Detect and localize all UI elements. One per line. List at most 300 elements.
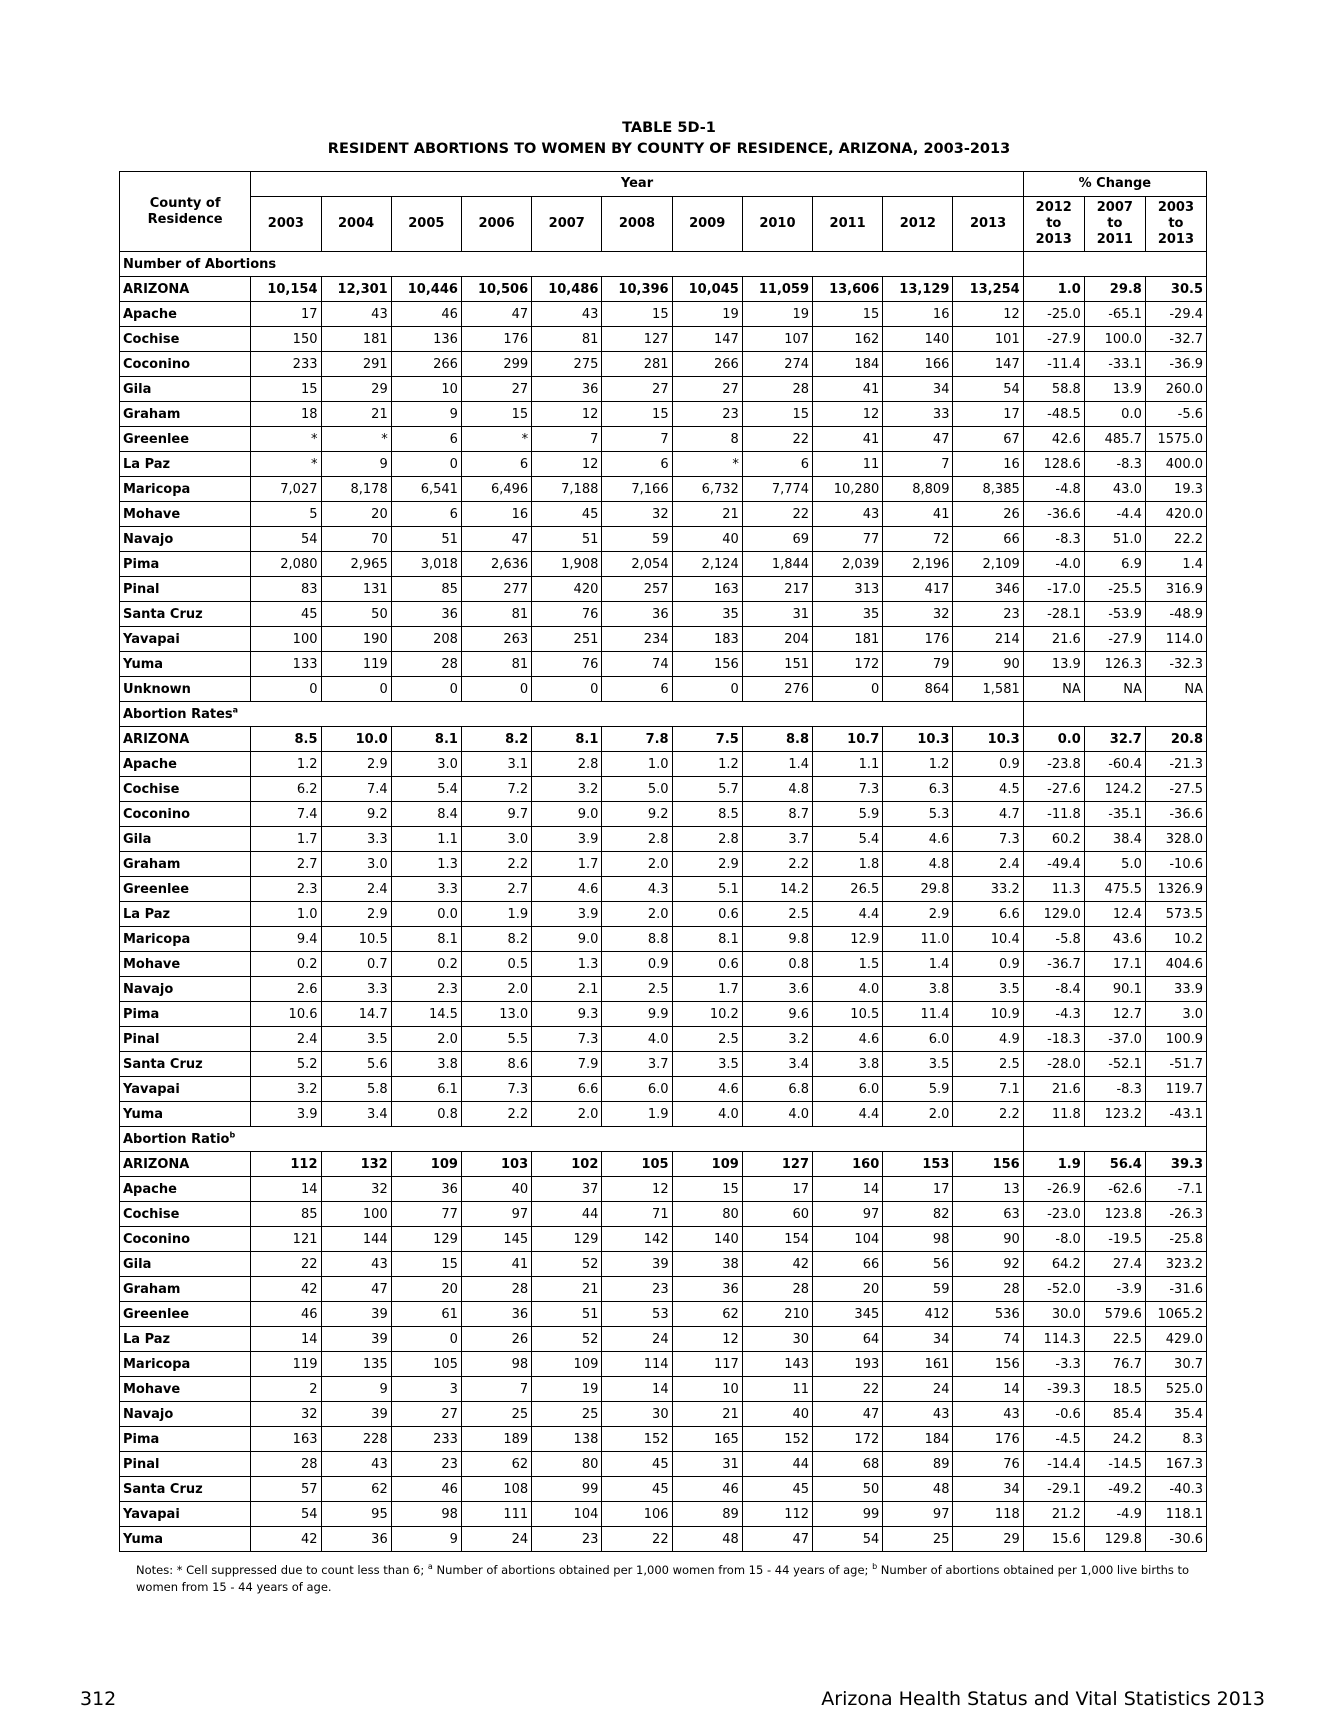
county-cell: Yavapai xyxy=(120,1077,251,1102)
value-cell: 70 xyxy=(321,527,391,552)
value-cell: 6 xyxy=(391,427,461,452)
value-cell: 30.7 xyxy=(1145,1352,1206,1377)
county-cell: Graham xyxy=(120,1277,251,1302)
value-cell: 22.2 xyxy=(1145,527,1206,552)
value-cell: 11.0 xyxy=(883,927,953,952)
value-cell: 2.6 xyxy=(251,977,321,1002)
value-cell: 80 xyxy=(672,1202,742,1227)
table-row xyxy=(120,902,1207,927)
value-cell: 2.8 xyxy=(532,752,602,777)
value-cell: 12 xyxy=(813,402,883,427)
value-cell: 251 xyxy=(532,627,602,652)
value-cell: 1,844 xyxy=(742,552,812,577)
value-cell: 181 xyxy=(813,627,883,652)
value-cell: -49.4 xyxy=(1023,852,1084,877)
value-cell: 97 xyxy=(883,1502,953,1527)
value-cell: 43 xyxy=(321,302,391,327)
value-cell: 10,446 xyxy=(391,277,461,302)
value-cell: 13.9 xyxy=(1084,377,1145,402)
table-row xyxy=(120,927,1207,952)
value-cell: 15 xyxy=(602,302,672,327)
value-cell: 54 xyxy=(953,377,1023,402)
value-cell: -14.4 xyxy=(1023,1452,1084,1477)
value-cell: 0 xyxy=(391,452,461,477)
value-cell: -48.9 xyxy=(1145,602,1206,627)
value-cell: 67 xyxy=(953,427,1023,452)
value-cell: 2.3 xyxy=(251,877,321,902)
value-cell: 27 xyxy=(672,377,742,402)
value-cell: 573.5 xyxy=(1145,902,1206,927)
table-row xyxy=(120,452,1207,477)
value-cell: 42 xyxy=(251,1527,321,1552)
value-cell: 80 xyxy=(532,1452,602,1477)
value-cell: 6 xyxy=(461,452,531,477)
value-cell: 193 xyxy=(813,1352,883,1377)
value-cell: -37.0 xyxy=(1084,1027,1145,1052)
value-cell: 2.2 xyxy=(461,852,531,877)
value-cell: 25 xyxy=(532,1402,602,1427)
table-row xyxy=(120,877,1207,902)
table-row xyxy=(120,1077,1207,1102)
change-period-header: 2003 to 2013 xyxy=(1145,197,1206,252)
value-cell: 127 xyxy=(742,1152,812,1177)
table-row xyxy=(120,327,1207,352)
value-cell: 38 xyxy=(672,1252,742,1277)
value-cell: 1326.9 xyxy=(1145,877,1206,902)
value-cell: 1.0 xyxy=(602,752,672,777)
value-cell: 118.1 xyxy=(1145,1502,1206,1527)
value-cell: 21 xyxy=(672,502,742,527)
value-cell: 39 xyxy=(321,1327,391,1352)
county-cell: La Paz xyxy=(120,452,251,477)
value-cell: 33.9 xyxy=(1145,977,1206,1002)
value-cell: 17 xyxy=(251,302,321,327)
value-cell: 6 xyxy=(602,677,672,702)
county-cell: Pima xyxy=(120,552,251,577)
value-cell: 14 xyxy=(813,1177,883,1202)
year-header: 2013 xyxy=(953,197,1023,252)
value-cell: 233 xyxy=(251,352,321,377)
county-cell: Pinal xyxy=(120,1452,251,1477)
value-cell: 9 xyxy=(321,452,391,477)
value-cell: 10.5 xyxy=(813,1002,883,1027)
value-cell: 7.3 xyxy=(532,1027,602,1052)
value-cell: 6,732 xyxy=(672,477,742,502)
table-row xyxy=(120,1402,1207,1427)
value-cell: 6.2 xyxy=(251,777,321,802)
value-cell: 0 xyxy=(461,677,531,702)
value-cell: 2.9 xyxy=(321,902,391,927)
table-row xyxy=(120,527,1207,552)
value-cell: 2 xyxy=(251,1377,321,1402)
value-cell: 62 xyxy=(321,1477,391,1502)
table-row xyxy=(120,1202,1207,1227)
value-cell: 124.2 xyxy=(1084,777,1145,802)
value-cell: 1.4 xyxy=(1145,552,1206,577)
value-cell: 5.4 xyxy=(813,827,883,852)
value-cell: 74 xyxy=(602,652,672,677)
change-group-header: % Change xyxy=(1023,172,1206,197)
value-cell: 119 xyxy=(321,652,391,677)
county-cell: Pima xyxy=(120,1427,251,1452)
year-header: 2012 xyxy=(883,197,953,252)
value-cell: 12,301 xyxy=(321,277,391,302)
value-cell: 3.4 xyxy=(321,1102,391,1127)
value-cell: 16 xyxy=(883,302,953,327)
value-cell: 60 xyxy=(742,1202,812,1227)
value-cell: 31 xyxy=(672,1452,742,1477)
value-cell: 2.2 xyxy=(742,852,812,877)
county-cell: Pinal xyxy=(120,1027,251,1052)
value-cell: 536 xyxy=(953,1302,1023,1327)
value-cell: 328.0 xyxy=(1145,827,1206,852)
value-cell: 10.0 xyxy=(321,727,391,752)
value-cell: 7.3 xyxy=(461,1077,531,1102)
value-cell: 183 xyxy=(672,627,742,652)
county-cell: Pima xyxy=(120,1002,251,1027)
value-cell: 579.6 xyxy=(1084,1302,1145,1327)
table-row xyxy=(120,1252,1207,1277)
value-cell: 38.4 xyxy=(1084,827,1145,852)
value-cell: 277 xyxy=(461,577,531,602)
value-cell: 32 xyxy=(883,602,953,627)
value-cell: 275 xyxy=(532,352,602,377)
value-cell: 19.3 xyxy=(1145,477,1206,502)
value-cell: 6.9 xyxy=(1084,552,1145,577)
value-cell: 35.4 xyxy=(1145,1402,1206,1427)
value-cell: 47 xyxy=(742,1527,812,1552)
value-cell: 4.6 xyxy=(672,1077,742,1102)
value-cell: 22 xyxy=(602,1527,672,1552)
value-cell: 39.3 xyxy=(1145,1152,1206,1177)
value-cell: 9.9 xyxy=(602,1002,672,1027)
value-cell: 1,908 xyxy=(532,552,602,577)
value-cell: 79 xyxy=(883,652,953,677)
county-cell: Santa Cruz xyxy=(120,1477,251,1502)
value-cell: 7 xyxy=(532,427,602,452)
value-cell: -62.6 xyxy=(1084,1177,1145,1202)
value-cell: 172 xyxy=(813,1427,883,1452)
value-cell: 8.5 xyxy=(251,727,321,752)
value-cell: 117 xyxy=(672,1352,742,1377)
value-cell: 77 xyxy=(391,1202,461,1227)
value-cell: 412 xyxy=(883,1302,953,1327)
value-cell: 15.6 xyxy=(1023,1527,1084,1552)
value-cell: 2,124 xyxy=(672,552,742,577)
value-cell: 11 xyxy=(813,452,883,477)
value-cell: 89 xyxy=(883,1452,953,1477)
value-cell: -32.3 xyxy=(1145,652,1206,677)
value-cell: 15 xyxy=(742,402,812,427)
value-cell: 99 xyxy=(532,1477,602,1502)
table-row xyxy=(120,552,1207,577)
value-cell: 7.1 xyxy=(953,1077,1023,1102)
value-cell: 10.7 xyxy=(813,727,883,752)
value-cell: 27.4 xyxy=(1084,1252,1145,1277)
value-cell: -17.0 xyxy=(1023,577,1084,602)
value-cell: 36 xyxy=(391,1177,461,1202)
value-cell: -11.4 xyxy=(1023,352,1084,377)
value-cell: 98 xyxy=(461,1352,531,1377)
value-cell: 1.4 xyxy=(742,752,812,777)
value-cell: -7.1 xyxy=(1145,1177,1206,1202)
value-cell: 266 xyxy=(672,352,742,377)
value-cell: 2,054 xyxy=(602,552,672,577)
value-cell: 14 xyxy=(602,1377,672,1402)
value-cell: 6.0 xyxy=(602,1077,672,1102)
value-cell: 46 xyxy=(391,1477,461,1502)
value-cell: -36.9 xyxy=(1145,352,1206,377)
value-cell: -25.8 xyxy=(1145,1227,1206,1252)
value-cell: 217 xyxy=(742,577,812,602)
value-cell: 3 xyxy=(391,1377,461,1402)
value-cell: 0.6 xyxy=(672,952,742,977)
footnote-marker: b xyxy=(872,1562,878,1572)
value-cell: 43 xyxy=(953,1402,1023,1427)
page-number: 312 xyxy=(80,1688,117,1710)
value-cell: 43 xyxy=(321,1452,391,1477)
value-cell: 76.7 xyxy=(1084,1352,1145,1377)
county-cell: Coconino xyxy=(120,802,251,827)
table-row xyxy=(120,427,1207,452)
value-cell: 104 xyxy=(813,1227,883,1252)
table-row xyxy=(120,1327,1207,1352)
table-subtitle: RESIDENT ABORTIONS TO WOMEN BY COUNTY OF RESIDENCE, ARIZONA, 2003-2013 xyxy=(327,141,1011,157)
value-cell: 1.2 xyxy=(883,752,953,777)
value-cell: 3,018 xyxy=(391,552,461,577)
value-cell: 3.5 xyxy=(672,1052,742,1077)
value-cell: 3.2 xyxy=(251,1077,321,1102)
value-cell: 5.9 xyxy=(813,802,883,827)
table-row xyxy=(120,1477,1207,1502)
value-cell: -48.5 xyxy=(1023,402,1084,427)
value-cell: 47 xyxy=(461,527,531,552)
value-cell: 114.3 xyxy=(1023,1327,1084,1352)
value-cell: -31.6 xyxy=(1145,1277,1206,1302)
value-cell: 2.9 xyxy=(321,752,391,777)
value-cell: 5.2 xyxy=(251,1052,321,1077)
value-cell: 5.3 xyxy=(883,802,953,827)
value-cell: 20 xyxy=(321,502,391,527)
value-cell: 2.5 xyxy=(602,977,672,1002)
value-cell: 133 xyxy=(251,652,321,677)
year-header: 2008 xyxy=(602,197,672,252)
value-cell: 7,188 xyxy=(532,477,602,502)
value-cell: 14.5 xyxy=(391,1002,461,1027)
value-cell: 12 xyxy=(532,402,602,427)
value-cell: 46 xyxy=(251,1302,321,1327)
value-cell: 43 xyxy=(813,502,883,527)
table-row xyxy=(120,777,1207,802)
value-cell: 109 xyxy=(391,1152,461,1177)
value-cell: 42 xyxy=(742,1252,812,1277)
value-cell: NA xyxy=(1145,677,1206,702)
value-cell: 3.0 xyxy=(391,752,461,777)
value-cell: 89 xyxy=(672,1502,742,1527)
table-row xyxy=(120,802,1207,827)
section-header-row xyxy=(120,702,1207,727)
table-row xyxy=(120,1027,1207,1052)
value-cell: -29.1 xyxy=(1023,1477,1084,1502)
section-label-text: Abortion Rates xyxy=(123,706,233,722)
value-cell: 190 xyxy=(321,627,391,652)
value-cell: 47 xyxy=(461,302,531,327)
value-cell: 85.4 xyxy=(1084,1402,1145,1427)
value-cell: 39 xyxy=(321,1402,391,1427)
value-cell: 112 xyxy=(742,1502,812,1527)
value-cell: 33.2 xyxy=(953,877,1023,902)
value-cell: 6.3 xyxy=(883,777,953,802)
value-cell: 176 xyxy=(953,1427,1023,1452)
value-cell: 30.5 xyxy=(1145,277,1206,302)
value-cell: 28 xyxy=(953,1277,1023,1302)
value-cell: 39 xyxy=(602,1252,672,1277)
value-cell: -19.5 xyxy=(1084,1227,1145,1252)
value-cell: 5.1 xyxy=(672,877,742,902)
county-cell: Gila xyxy=(120,377,251,402)
value-cell: 3.5 xyxy=(321,1027,391,1052)
value-cell: 162 xyxy=(813,327,883,352)
value-cell: 21.2 xyxy=(1023,1502,1084,1527)
county-cell: Graham xyxy=(120,402,251,427)
value-cell: 6 xyxy=(391,502,461,527)
county-cell: Pinal xyxy=(120,577,251,602)
value-cell: 51 xyxy=(532,1302,602,1327)
value-cell: 8.4 xyxy=(391,802,461,827)
value-cell: 30 xyxy=(742,1327,812,1352)
value-cell: -27.6 xyxy=(1023,777,1084,802)
value-cell: 90 xyxy=(953,652,1023,677)
value-cell: 45 xyxy=(532,502,602,527)
value-cell: 118 xyxy=(953,1502,1023,1527)
value-cell: 1.7 xyxy=(672,977,742,1002)
value-cell: 145 xyxy=(461,1227,531,1252)
value-cell: 0.7 xyxy=(321,952,391,977)
value-cell: 29.8 xyxy=(1084,277,1145,302)
table-row xyxy=(120,1102,1207,1127)
value-cell: 420 xyxy=(532,577,602,602)
section-label xyxy=(120,702,1024,727)
value-cell: -28.0 xyxy=(1023,1052,1084,1077)
value-cell: 9.3 xyxy=(532,1002,602,1027)
value-cell: 83 xyxy=(251,577,321,602)
value-cell: 98 xyxy=(883,1227,953,1252)
county-column-header: County of Residence xyxy=(120,172,251,252)
value-cell: 104 xyxy=(532,1502,602,1527)
value-cell: 12 xyxy=(672,1327,742,1352)
value-cell: 7.5 xyxy=(672,727,742,752)
value-cell: 21.6 xyxy=(1023,1077,1084,1102)
value-cell: 22.5 xyxy=(1084,1327,1145,1352)
value-cell: 37 xyxy=(532,1177,602,1202)
value-cell: 36 xyxy=(672,1277,742,1302)
value-cell: 9.8 xyxy=(742,927,812,952)
value-cell: 0.0 xyxy=(1084,402,1145,427)
value-cell: 15 xyxy=(251,377,321,402)
value-cell: 2.8 xyxy=(672,827,742,852)
value-cell: 10,506 xyxy=(461,277,531,302)
value-cell: 4.6 xyxy=(883,827,953,852)
value-cell: 76 xyxy=(532,652,602,677)
value-cell: 2.2 xyxy=(953,1102,1023,1127)
value-cell: 62 xyxy=(461,1452,531,1477)
value-cell: 16 xyxy=(461,502,531,527)
value-cell: 50 xyxy=(321,602,391,627)
value-cell: 2.3 xyxy=(391,977,461,1002)
value-cell: 7 xyxy=(461,1377,531,1402)
value-cell: 345 xyxy=(813,1302,883,1327)
value-cell: 4.0 xyxy=(742,1102,812,1127)
value-cell: 35 xyxy=(813,602,883,627)
value-cell: -26.3 xyxy=(1145,1202,1206,1227)
value-cell: 0.9 xyxy=(953,752,1023,777)
county-cell: Greenlee xyxy=(120,1302,251,1327)
table-row xyxy=(120,1452,1207,1477)
value-cell: 2.7 xyxy=(461,877,531,902)
value-cell: 8 xyxy=(672,427,742,452)
value-cell: 24 xyxy=(461,1527,531,1552)
county-cell: Unknown xyxy=(120,677,251,702)
value-cell: 2.4 xyxy=(251,1027,321,1052)
value-cell: -4.8 xyxy=(1023,477,1084,502)
value-cell: 1.9 xyxy=(461,902,531,927)
value-cell: -4.3 xyxy=(1023,1002,1084,1027)
value-cell: -27.9 xyxy=(1084,627,1145,652)
value-cell: -60.4 xyxy=(1084,752,1145,777)
county-cell: Santa Cruz xyxy=(120,602,251,627)
value-cell: 1.3 xyxy=(391,852,461,877)
value-cell: 1.9 xyxy=(602,1102,672,1127)
county-cell: Apache xyxy=(120,1177,251,1202)
value-cell: 214 xyxy=(953,627,1023,652)
value-cell: 3.7 xyxy=(742,827,812,852)
value-cell: 72 xyxy=(883,527,953,552)
value-cell: 233 xyxy=(391,1427,461,1452)
value-cell: 181 xyxy=(321,327,391,352)
value-cell: 0.8 xyxy=(391,1102,461,1127)
value-cell: 8.1 xyxy=(391,927,461,952)
value-cell: 11,059 xyxy=(742,277,812,302)
table-row xyxy=(120,852,1207,877)
value-cell: 4.4 xyxy=(813,1102,883,1127)
value-cell: 176 xyxy=(883,627,953,652)
value-cell: -23.8 xyxy=(1023,752,1084,777)
value-cell: 429.0 xyxy=(1145,1327,1206,1352)
value-cell: 4.7 xyxy=(953,802,1023,827)
value-cell: 52 xyxy=(532,1327,602,1352)
value-cell: 1,581 xyxy=(953,677,1023,702)
value-cell: 3.6 xyxy=(742,977,812,1002)
value-cell: 23 xyxy=(391,1452,461,1477)
value-cell: -39.3 xyxy=(1023,1377,1084,1402)
value-cell: 100.9 xyxy=(1145,1027,1206,1052)
value-cell: 17 xyxy=(742,1177,812,1202)
value-cell: 10,486 xyxy=(532,277,602,302)
value-cell: -4.4 xyxy=(1084,502,1145,527)
section-label-text: Abortion Ratio xyxy=(123,1131,230,1147)
value-cell: 15 xyxy=(391,1252,461,1277)
value-cell: 50 xyxy=(813,1477,883,1502)
value-cell: 3.3 xyxy=(391,877,461,902)
value-cell: 1.7 xyxy=(532,852,602,877)
value-cell: 44 xyxy=(532,1202,602,1227)
value-cell: 6 xyxy=(602,452,672,477)
value-cell: 43 xyxy=(532,302,602,327)
value-cell: * xyxy=(251,427,321,452)
value-cell: 33 xyxy=(883,402,953,427)
value-cell: 260.0 xyxy=(1145,377,1206,402)
value-cell: -0.6 xyxy=(1023,1402,1084,1427)
